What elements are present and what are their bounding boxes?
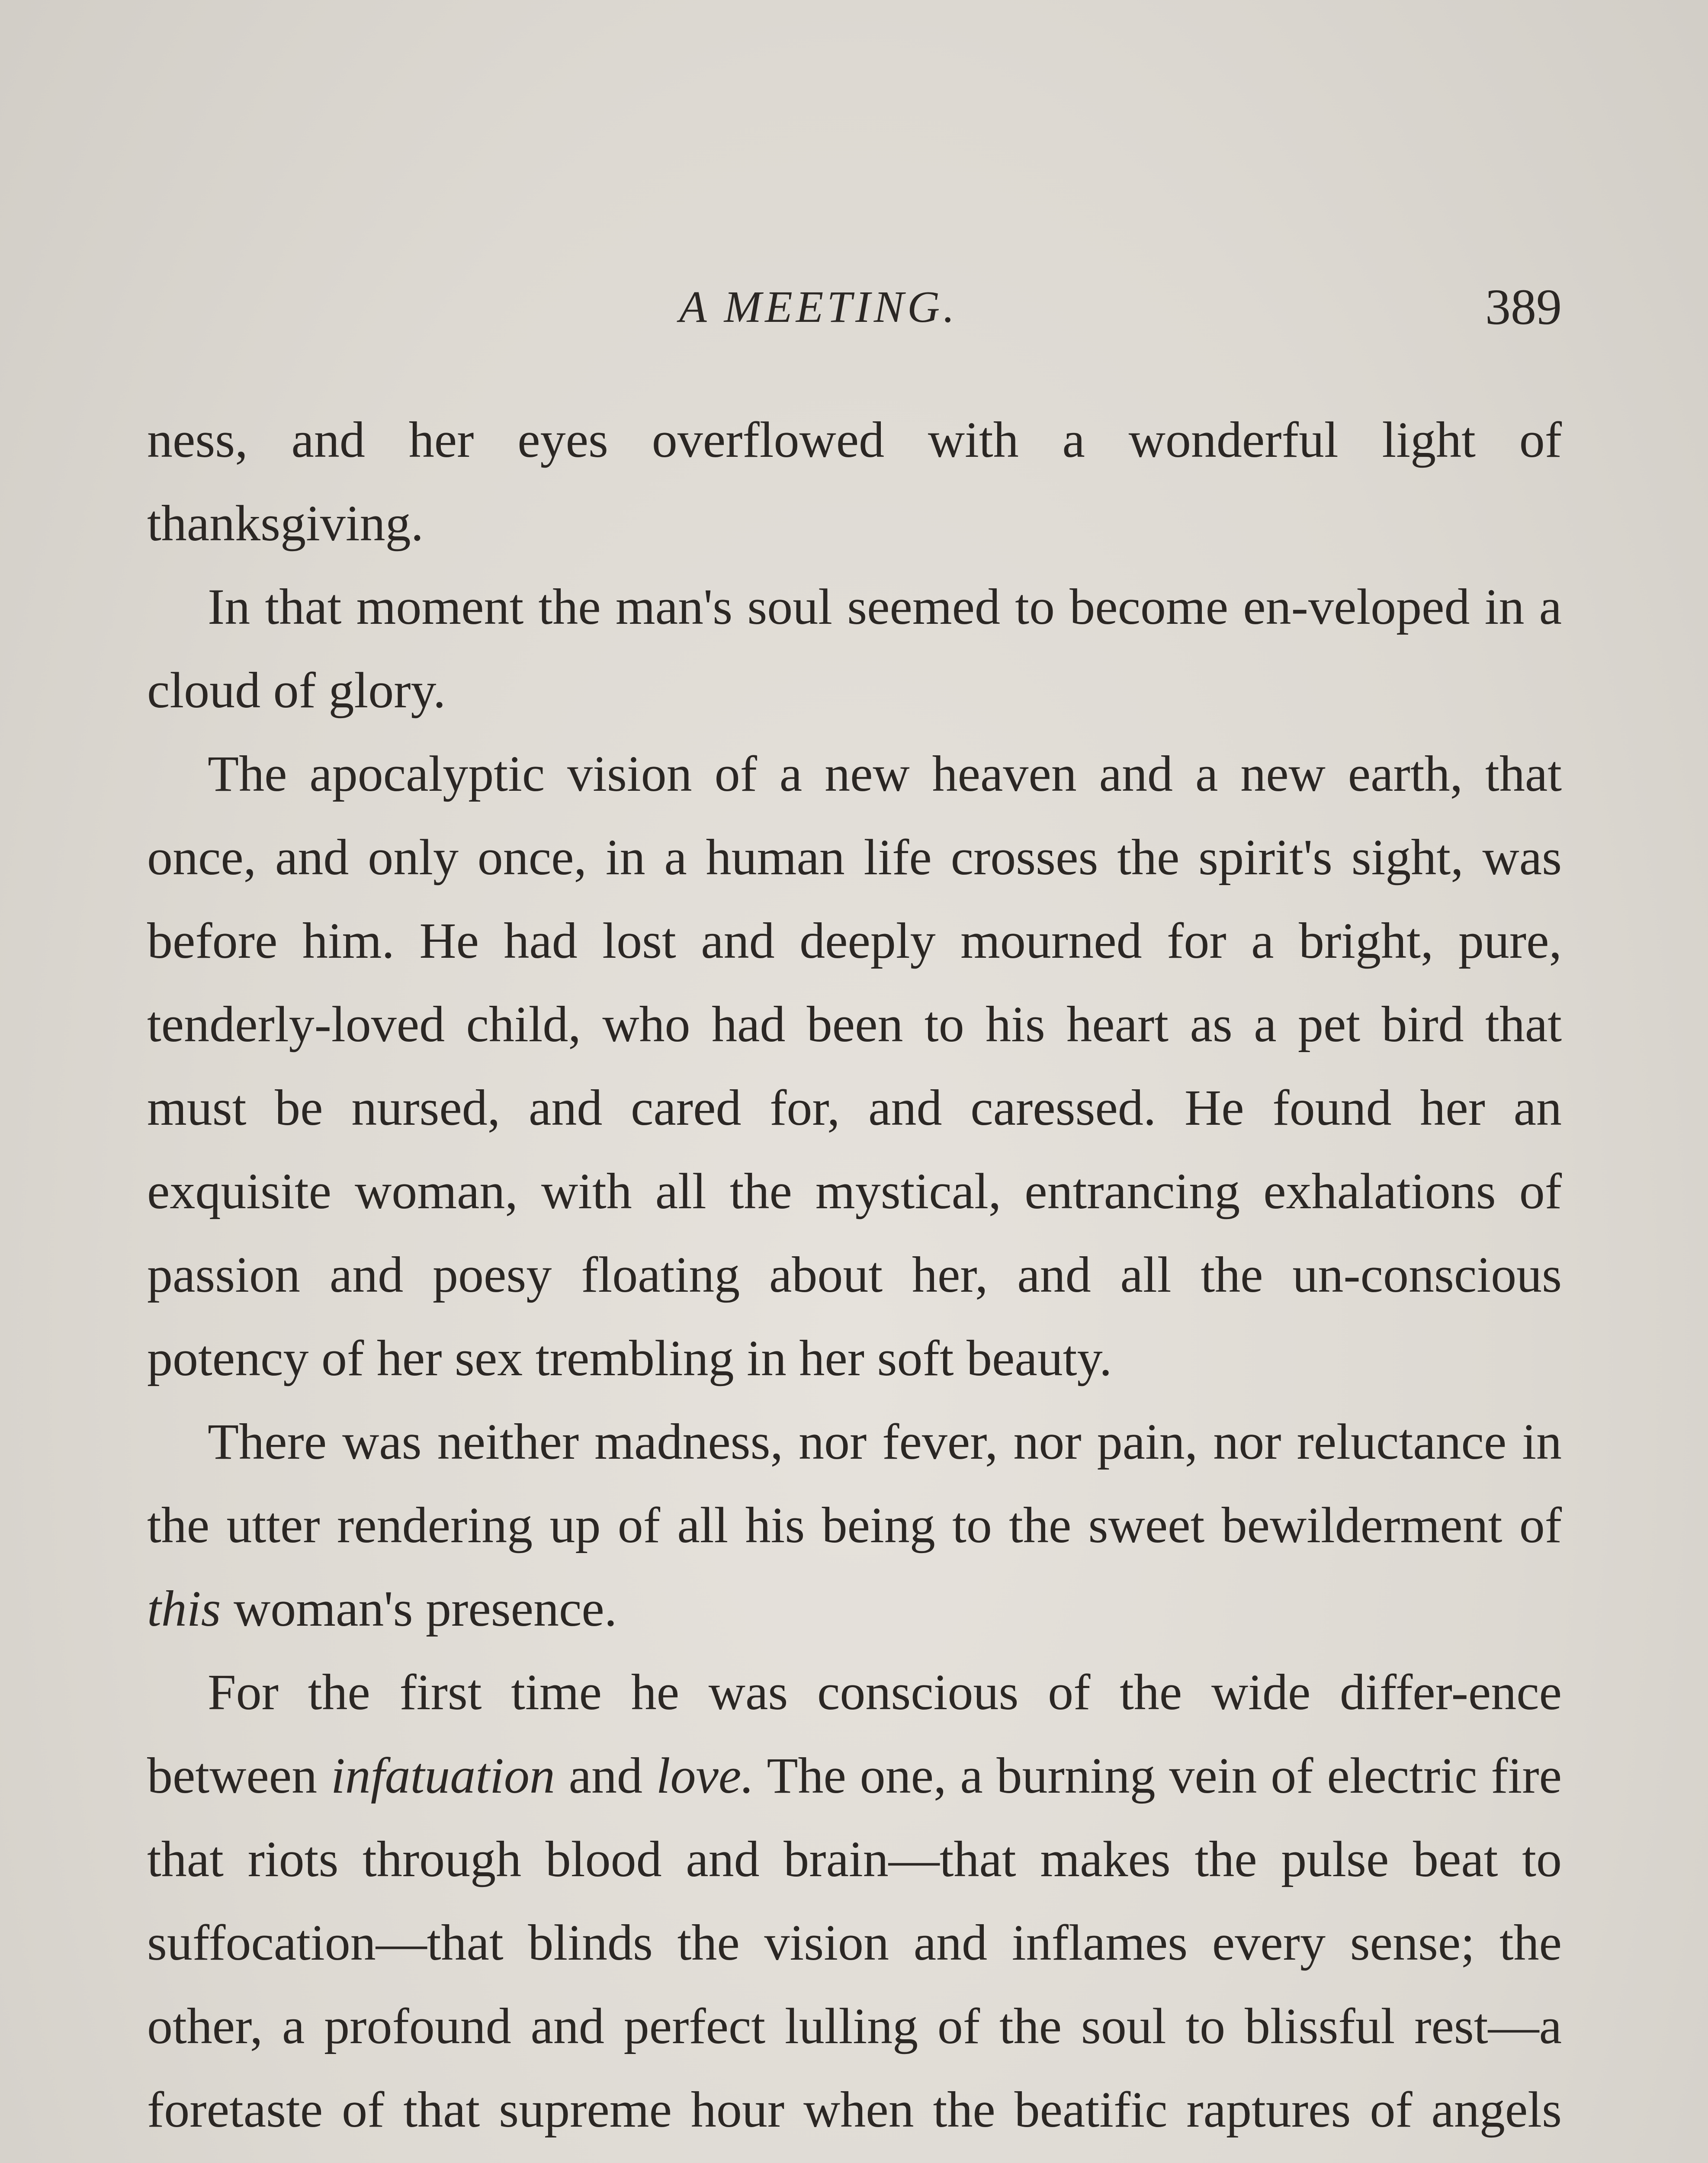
paragraph: [147, 1400, 1562, 1650]
paragraph: In that moment the man's soul seemed to become en-veloped in a cloud of glory.: [147, 578, 1562, 719]
paragraph: [147, 1650, 1562, 2163]
paragraph-continuation: ness, and her eyes overflowed with a wonderful light of thanksgiving.: [147, 411, 1562, 552]
emphasis-text: infatuation: [331, 1747, 555, 1804]
running-title: A MEETING.: [679, 282, 958, 332]
page-number: 389: [1485, 279, 1562, 335]
paragraph-text: woman's presence.: [221, 1580, 617, 1637]
paragraph-text: For the first time he was conscious of the wide differ-ence between: [147, 1664, 1562, 1804]
paragraph-text: and: [555, 1747, 656, 1804]
paragraph-text: There was neither madness, nor fever, nor pain, nor reluctance in the utter rendering up of all his being to the sweet bewilderment of: [147, 1413, 1562, 1553]
paragraph-text: The one, a burning vein of electric fire that riots through blood and brain—that makes the pulse beat to suffocation—that blinds the vision and inflames every sense; the other, a profound and perfect lulling of the soul to blissful rest—a foretaste of that supreme hour when the beatific raptures of angels: [147, 1747, 1562, 2138]
emphasis-text: love.: [656, 1747, 754, 1804]
emphasis-text: this: [147, 1580, 221, 1637]
running-head: [147, 277, 1562, 337]
body-text: [147, 398, 1562, 2163]
paragraph: The apocalyptic vision of a new heaven and a new earth, that once, and only once, in a human life crosses the spirit's sight, was before him. He had lost and deeply mourned for a bright, pure, tenderly-loved child, who had been to his heart as a pet bird that must be nursed, and cared for, and caressed. He found her an exquisite woman, with all the mystical, entrancing exhalations of passion and poesy floating about her, and all the un-conscious potency of her sex trembling in her soft beauty.: [147, 745, 1562, 1386]
